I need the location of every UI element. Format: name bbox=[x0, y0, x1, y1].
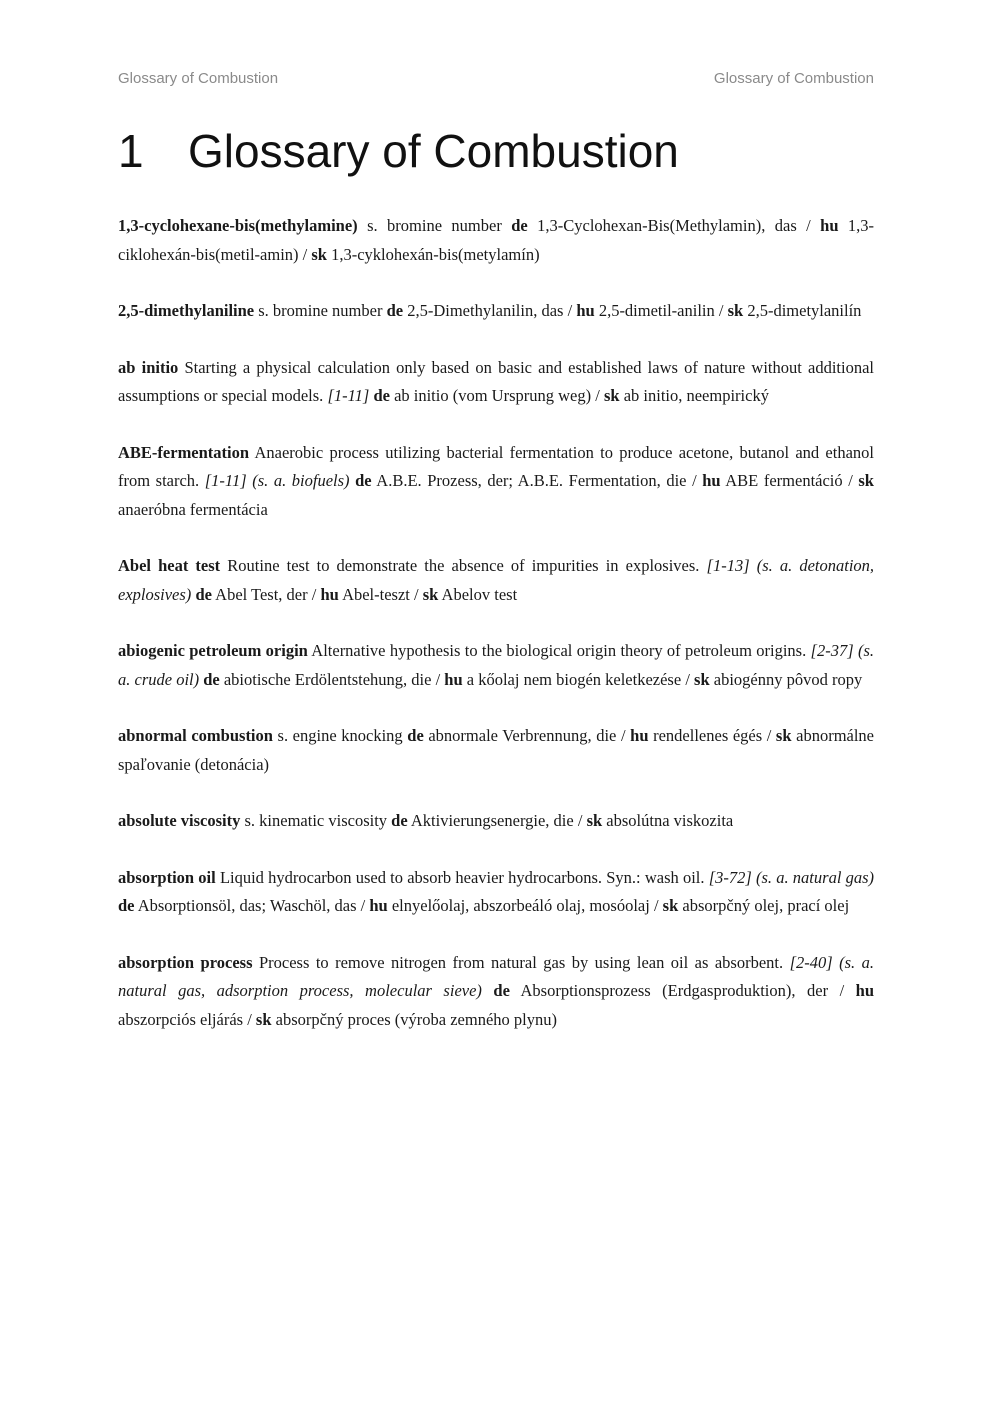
entry-translation-de: abnormale Verbrennung, die bbox=[428, 726, 617, 745]
language-code-de: de bbox=[118, 896, 135, 915]
entry-definition: s. engine knocking bbox=[277, 726, 403, 745]
glossary-entry: ab initio Starting a physical calculation only based on basic and established laws of nature without additional assumptions or special models. [1-11] de ab initio (vom Ursprung weg) / sk ab initio, neempirický bbox=[118, 357, 874, 405]
entry-translation-sk: absorpčný proces (výroba zemného plynu) bbox=[275, 1009, 557, 1029]
entry-term: absolute viscosity bbox=[118, 811, 241, 830]
entry-translation-de: A.B.E. Prozess, der; A.B.E. Fermentation, die bbox=[376, 471, 687, 490]
entry-translation-de: Aktivierungsenergie, die bbox=[410, 811, 574, 830]
entry-translation-sk: Abelov test bbox=[441, 584, 518, 604]
entry-translation-de: ab initio (vom Ursprung weg) bbox=[394, 386, 592, 405]
entry-term: absorption oil bbox=[118, 867, 216, 887]
language-code-sk: sk bbox=[255, 1009, 272, 1029]
entry-term: 1,3-cyclohexane-bis(methylamine) bbox=[118, 216, 358, 235]
entry-translation-hu: 1,3-ciklohexán-bis(metil-amin) bbox=[118, 216, 875, 264]
glossary-entry: abiogenic petroleum origin Alternative hypothesis to the biological origin theory of petroleum origins. [2-37] (s. a. crude oil) de abiotische Erdölentstehung, die / hu a kőolaj nem biogén keletkezése / sk abiogénny pôvod ropy bbox=[118, 641, 875, 689]
language-code-de: de bbox=[203, 669, 220, 689]
language-code-de: de bbox=[511, 216, 528, 235]
entry-definition: Starting a physical calculation only based on basic and established laws of nature without additional assumptions or special models. bbox=[118, 357, 874, 405]
glossary-entry: absolute viscosity s. kinematic viscosity de Aktivierungsenergie, die / sk absolútna viskozita bbox=[118, 811, 734, 830]
entry-translation-sk: abiogénny pôvod ropy bbox=[713, 669, 863, 689]
glossary-entry: absorption process Process to remove nitrogen from natural gas by using lean oil as absorbent. [2-40] (s. a. natural gas, adsorption process, molecular sieve) de Absorptionsprozess (Erdgasproduktion), der / hu abszorpciós eljárás / sk absorpčný proces (výroba zemného plynu) bbox=[118, 952, 875, 1029]
language-code-hu: hu bbox=[855, 981, 875, 1000]
entry-reference: [3-72] bbox=[708, 867, 752, 887]
entry-reference: [1-13] bbox=[706, 556, 750, 575]
running-header-left: Glossary of Combustion bbox=[118, 70, 279, 87]
glossary-entry: abnormal combustion s. engine knocking de abnormale Verbrennung, die / hu rendellenes égés / sk abnormálne spaľovanie (detonácia) bbox=[118, 726, 875, 774]
language-code-hu: hu bbox=[576, 301, 595, 320]
entry-translation-hu: ABE fermentáció bbox=[725, 471, 843, 490]
entry-term: absorption process bbox=[118, 952, 253, 972]
entry-definition: Anaerobic process utilizing bacterial fermentation to produce acetone, butanol and ethanol from starch. bbox=[118, 442, 874, 490]
language-code-de: de bbox=[407, 726, 424, 745]
entry-term: abnormal combustion bbox=[118, 726, 273, 745]
entry-translation-hu: Abel-teszt bbox=[342, 584, 410, 604]
glossary-entry: ABE-fermentation Anaerobic process utilizing bacterial fermentation to produce acetone, butanol and ethanol from starch. [1-11] (s. a. biofuels) de A.B.E. Prozess, der; A.B.E. Fermentation, die / hu ABE fermentáció / sk anaeróbna fermentácia bbox=[118, 442, 874, 519]
language-code-de: de bbox=[386, 301, 404, 320]
chapter-number: 1 bbox=[118, 125, 144, 177]
entry-see-also: (s. a. natural gas, adsorption process, molecular sieve) bbox=[118, 952, 875, 1000]
entry-translation-hu: rendellenes égés bbox=[653, 726, 763, 745]
language-code-sk: sk bbox=[603, 386, 620, 405]
language-code-sk: sk bbox=[422, 584, 439, 604]
language-code-sk: sk bbox=[311, 244, 327, 264]
language-code-sk: sk bbox=[586, 811, 603, 830]
language-code-sk: sk bbox=[727, 301, 744, 320]
entry-term: abiogenic petroleum origin bbox=[118, 641, 308, 660]
entry-definition: Routine test to demonstrate the absence of impurities in explosives. bbox=[227, 556, 700, 575]
entry-see-also: (s. a. biofuels) bbox=[252, 471, 350, 490]
language-code-sk: sk bbox=[694, 669, 710, 689]
entry-translation-de: Absorptionsprozess (Erdgasproduktion), der bbox=[520, 981, 829, 1000]
entry-definition: s. bromine number bbox=[367, 216, 502, 235]
entry-translation-hu: a kőolaj nem biogén keletkezése bbox=[466, 669, 682, 689]
language-code-de: de bbox=[195, 584, 212, 604]
entry-reference: [2-37] bbox=[810, 641, 854, 660]
entry-reference: [1-11] bbox=[327, 386, 370, 405]
entry-translation-sk: 1,3-cyklohexán-bis(metylamín) bbox=[331, 244, 540, 264]
chapter-title bbox=[118, 124, 679, 178]
entry-see-also: (s. a. natural gas) bbox=[756, 867, 875, 887]
entry-see-also: (s. a. crude oil) bbox=[118, 641, 875, 689]
entry-translation-sk: absorpčný olej, prací olej bbox=[682, 896, 850, 915]
entry-term: ABE-fermentation bbox=[118, 442, 250, 462]
entry-definition: s. bromine number bbox=[258, 301, 383, 320]
entry-translation-sk: abnormálne spaľovanie (detonácia) bbox=[118, 726, 875, 774]
entry-see-also: (s. a. detonation, explosives) bbox=[118, 556, 875, 604]
entry-term: Abel heat test bbox=[118, 556, 221, 575]
glossary-entries bbox=[118, 212, 874, 1062]
entry-translation-sk: anaeróbna fermentácia bbox=[118, 499, 268, 519]
entry-definition: Alternative hypothesis to the biological origin theory of petroleum origins. bbox=[311, 641, 807, 660]
entry-translation-de: 1,3-Cyclohexan-Bis(Methylamin), das bbox=[537, 216, 797, 235]
chapter-title-text: Glossary of Combustion bbox=[188, 125, 679, 177]
entry-translation-de: Abel Test, der bbox=[215, 584, 308, 604]
glossary-entry: Abel heat test Routine test to demonstrate the absence of impurities in explosives. [1-13] (s. a. detonation, explosives) de Abel Test, der / hu Abel-teszt / sk Abelov test bbox=[118, 556, 875, 604]
language-code-de: de bbox=[373, 386, 390, 405]
entry-translation-de: Absorptionsöl, das; Waschöl, das bbox=[137, 896, 357, 915]
language-code-sk: sk bbox=[662, 896, 679, 915]
language-code-sk: sk bbox=[858, 471, 874, 490]
entry-translation-hu: 2,5-dimetil-anilin bbox=[598, 301, 715, 320]
glossary-entry: absorption oil Liquid hydrocarbon used to absorb heavier hydrocarbons. Syn.: wash oil. [3-72] (s. a. natural gas) de Absorptionsöl, das; Waschöl, das / hu elnyelőolaj, abszorbeáló olaj, mosóolaj / sk absorpčný olej, prací olej bbox=[118, 867, 875, 915]
language-code-hu: hu bbox=[444, 669, 463, 689]
entry-definition: Liquid hydrocarbon used to absorb heavier hydrocarbons. Syn.: wash oil. bbox=[219, 867, 705, 887]
entry-reference: [1-11] bbox=[204, 471, 247, 490]
language-code-de: de bbox=[493, 981, 510, 1000]
entry-translation-sk: absolútna viskozita bbox=[606, 811, 734, 830]
entry-translation-hu: abszorpciós eljárás bbox=[118, 1009, 244, 1029]
language-code-hu: hu bbox=[702, 471, 721, 490]
entry-reference: [2-40] bbox=[789, 952, 833, 972]
language-code-de: de bbox=[355, 471, 372, 490]
entry-term: 2,5-dimethylaniline bbox=[118, 301, 255, 320]
entry-definition: Process to remove nitrogen from natural gas by using lean oil as absorbent. bbox=[258, 952, 784, 972]
entry-translation-de: 2,5-Dimethylanilin, das bbox=[407, 301, 564, 320]
language-code-hu: hu bbox=[820, 216, 839, 235]
language-code-sk: sk bbox=[775, 726, 792, 745]
glossary-entry: 2,5-dimethylaniline s. bromine number de 2,5-Dimethylanilin, das / hu 2,5-dimetil-anilin / sk 2,5-dimetylanilín bbox=[118, 301, 862, 320]
language-code-de: de bbox=[391, 811, 408, 830]
language-code-hu: hu bbox=[369, 896, 388, 915]
entry-translation-sk: 2,5-dimetylanilín bbox=[747, 301, 862, 320]
language-code-hu: hu bbox=[630, 726, 649, 745]
running-header bbox=[118, 70, 874, 87]
entry-translation-hu: elnyelőolaj, abszorbeáló olaj, mosóolaj bbox=[391, 896, 650, 915]
entry-definition: s. kinematic viscosity bbox=[244, 811, 388, 830]
entry-term: ab initio bbox=[118, 357, 179, 377]
glossary-entry: 1,3-cyclohexane-bis(methylamine) s. bromine number de 1,3-Cyclohexan-Bis(Methylamin), das / hu 1,3-ciklohexán-bis(metil-amin) / sk 1,3-cyklohexán-bis(metylamín) bbox=[118, 216, 875, 264]
entry-translation-de: abiotische Erdölentstehung, die bbox=[223, 669, 432, 689]
entry-translation-sk: ab initio, neempirický bbox=[623, 386, 769, 405]
running-header-right: Glossary of Combustion bbox=[713, 70, 874, 87]
language-code-hu: hu bbox=[320, 584, 339, 604]
